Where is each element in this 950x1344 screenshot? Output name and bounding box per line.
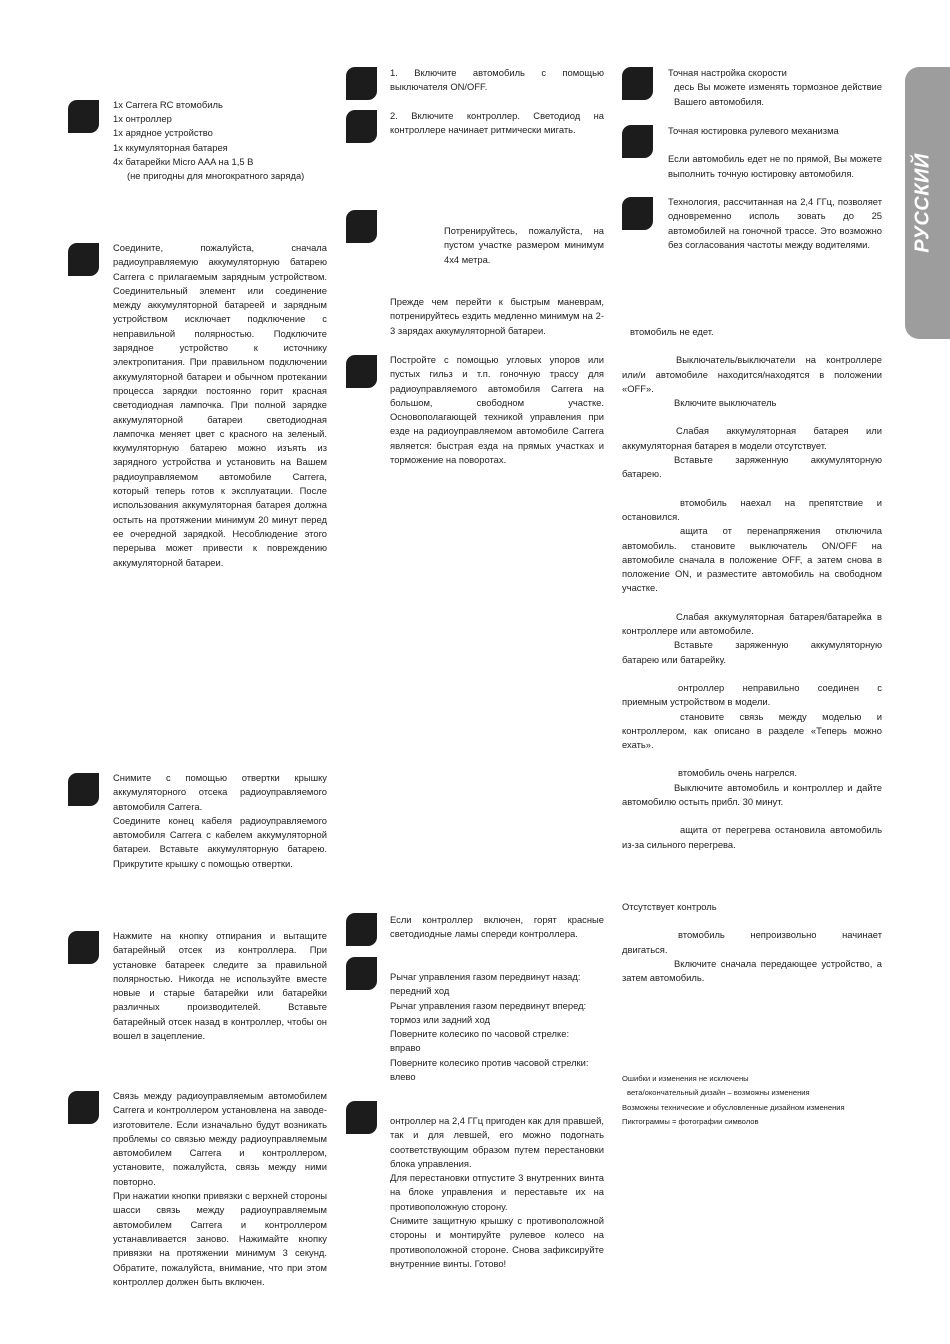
steering-text: Если автомобиль едет не по прямой, Вы можете выполнить точную юстировку автомобиля. <box>668 153 882 179</box>
disclaimer-line: Ошибки и изменения не исключены <box>622 1074 749 1083</box>
trouble-heading: Отсутствует контроль <box>622 901 717 912</box>
controls-line: влево <box>390 1071 416 1083</box>
badge-controls <box>346 957 377 990</box>
trouble-cause: втомобиль очень нагрелся. <box>678 767 797 779</box>
badge-kit <box>68 100 99 133</box>
start-step-1 <box>390 66 604 95</box>
badge-start-2 <box>346 110 377 143</box>
kit-item: 4x батарейки Micro AAA на 1,5 В <box>113 155 254 167</box>
speed-title: Точная настройка скорости <box>668 67 787 78</box>
controls-line: Рычаг управления газом передвинут вперед: <box>390 999 587 1011</box>
kit-item: 1x арядное устройство <box>113 127 213 139</box>
battery-controller-section <box>113 929 327 1043</box>
lefthand-text-1: онтроллер на 2,4 ГГц пригоден как для правшей, так и для левшей, его можно подогнать соответствующим образом путем перестановки блока управления. <box>390 1115 604 1169</box>
disclaimer-line: вета/окончательный дизайн – возможны изменения <box>627 1088 810 1098</box>
disclaimer-line: Возможны технические и обусловленные дизайном изменения <box>622 1102 845 1112</box>
kit-item-note: (не пригодны для многократного заряда) <box>127 170 305 182</box>
trouble-fix: Выключите автомобиль и контроллер и дайте автомобилю остыть прибл. 30 минут. <box>622 781 882 808</box>
controls-line: передний ход <box>390 985 450 997</box>
ghz-section <box>668 195 882 252</box>
trouble-fix: ащита от перенапряжения отключила автомобиль. становите выключатель ON/OFF на автомобиле сначала в положение OFF, а затем снова в положение ON, и разместите автомобиль на свободном участке. <box>622 525 882 594</box>
binding-text-2: При нажатии кнопки привязки с верхней стороны шасси связь между радиоуправляемым автомобилем Carrera и контроллером устанавливается заново. Нажимайте кнопку привязки на протяжении минимум 3 секунд. Обратите, пожалуйста, внимание, что при этом контроллер должен быть включен. <box>113 1190 327 1287</box>
trouble-cause: ащита от перегрева остановила автомобиль из-за сильного перегрева. <box>622 824 882 850</box>
trouble-cause: втомобиль непроизвольно начинает двигаться. <box>622 929 882 955</box>
practice-section <box>390 224 604 267</box>
badge-binding <box>68 1091 99 1124</box>
badge-controller-leds <box>346 913 377 946</box>
badge-lefthand <box>346 1101 377 1134</box>
badge-battery-car <box>68 773 99 806</box>
badge-ghz <box>622 197 653 230</box>
track-text: Постройте с помощью угловых упоров или пустых гильз и т.п. гоночную трассу для радиоуправляемого автомобиля Carrera на большом, свободном участке. Основополагающей техникой управления при езде на радиоуправляемом автомобиле Carrera является: быстрая езда на прямых участках и торможение на поворотах. <box>390 354 604 466</box>
start-step-2 <box>390 109 604 138</box>
trouble-cause: Слабая аккумуляторная батарея или аккумуляторная батарея в модели отсутствует. <box>622 425 882 451</box>
lefthand-section <box>390 1114 604 1271</box>
trouble-heading: втомобиль не едет. <box>630 326 714 337</box>
controls-line: Поверните колесико по часовой стрелке: <box>390 1028 570 1040</box>
speed-section <box>668 66 882 109</box>
battery-car-text-2: Соедините конец кабеля радиоуправляемого автомобиля Carrera с кабелем аккумуляторной батареи. Вставьте аккумуляторную батарею. Прикрутите крышку с помощью отвертки. <box>113 814 327 869</box>
disclaimer-line: Пиктограммы = фотографии символов <box>622 1116 759 1126</box>
badge-speed <box>622 67 653 100</box>
controls-line: Поверните колесико против часовой стрелки: <box>390 1056 589 1068</box>
language-tab-label: РУССКИЙ <box>911 153 934 253</box>
controller-leds-text: Если контроллер включен, горят красные светодиодные ламы спереди контроллера. <box>390 914 604 940</box>
kit-item: 1x Carrera RC втомобиль <box>113 99 223 110</box>
badge-practice <box>346 210 377 243</box>
badge-battery-controller <box>68 931 99 964</box>
badge-charging <box>68 243 99 276</box>
controls-line: вправо <box>390 1042 421 1054</box>
badge-start-1 <box>346 67 377 100</box>
steering-section <box>668 124 882 181</box>
lefthand-text-3: Снимите защитную крышку с противоположной стороны и монтируйте рулевое колесо на противоположной стороне. Снова зафиксируйте внутренние винты. Готово! <box>390 1215 604 1269</box>
language-tab <box>905 67 950 339</box>
troubleshooting-section <box>622 325 882 852</box>
no-control-section <box>622 900 882 985</box>
trouble-fix: становите связь между моделью и контроллером, как описано в разделе «Теперь можно ехать». <box>622 710 882 751</box>
controls-section <box>390 970 604 1084</box>
steering-title: Точная юстировка рулевого механизма <box>668 125 839 136</box>
start-step-2-text: 2. Включите контроллер. Светодиод на контроллере начинает ритмически мигать. <box>390 110 604 136</box>
battery-controller-text: Нажмите на кнопку отпирания и вытащите батарейный отсек из контроллера. При установке батареек следите за правильной полярностью. Никогда не используйте вместе новые и старые батарейки или батарейки различных производителей. Вставьте батарейный отсек назад в контроллер, чтобы он вошел в зацепление. <box>113 930 327 1042</box>
trouble-fix: Включите сначала передающее устройство, а затем автомобиль. <box>622 957 882 984</box>
binding-text-1: Связь между радиоуправляемым автомобилем Carrera и контроллером установлена на заводе-изготовителе. Если изначально будут возникать проблемы со связью между радиоуправляемым автомобилем Carrera и контроллером, установите, пожалуйста, связь между ними повторно. <box>113 1090 327 1187</box>
trouble-fix: Вставьте заряженную аккумуляторную батарею или батарейку. <box>622 639 882 665</box>
trouble-cause: втомобиль наехал на препятствие и остановился. <box>622 496 882 522</box>
kit-list <box>113 98 327 183</box>
lefthand-text-2: Для перестановки отпустите 3 внутренних винта на блоке управления и переставьте их на противоположную сторону. <box>390 1172 604 1212</box>
kit-item: 1x ккумуляторная батарея <box>113 141 228 153</box>
trouble-cause: Слабая аккумуляторная батарея/батарейка в контроллере или автомобиле. <box>622 610 882 637</box>
binding-section <box>113 1089 327 1289</box>
controls-line: Рычаг управления газом передвинут назад: <box>390 971 581 982</box>
badge-track <box>346 355 377 388</box>
track-section <box>390 353 604 467</box>
badge-steering <box>622 125 653 158</box>
ghz-text: Технология, рассчитанная на 2,4 ГГц, позволяет одновременно исполь зовать до 25 автомобилей на гоночной трассе. Это возможно без согласования частоты между водителями. <box>668 196 882 250</box>
controls-line: тормоз или задний ход <box>390 1013 490 1025</box>
trouble-cause: онтроллер неправильно соединен с приемным устройством в модели. <box>622 681 882 708</box>
battery-car-text-1: Снимите с помощью отвертки крышку аккумуляторного отсека радиоуправляемого автомобиля Carrera. <box>113 772 327 812</box>
practice-text-b: Прежде чем перейти к быстрым маневрам, потренируйтесь ездить медленно минимум на 2-3 зарядах аккумуляторной батареи. <box>390 296 604 336</box>
kit-item: 1x онтроллер <box>113 113 172 125</box>
charging-text: Соедините, пожалуйста, сначала радиоуправляемую аккумуляторную батарею Carrera с прилагаемым зарядным устройством. Соединительный элемент или соединение между аккумуляторной батареей и зарядным устройством исключает подключение с неправильной полярностью. Подключите зарядное устройство к источнику электропитания. При правильном подключении аккумуляторной батареи и обычном протекании процесса зарядки постоянно горит красная светодиодная лампочка. При полной зарядке аккумуляторной батареи светодиодная лампочка меняет цвет с красного на зеленый. ккумуляторную батарею можно изъять из зарядного устройства и установить на Вашем радиоуправляемом автомобиле Carrera, который теперь готов к эксплуатации. После использования аккумуляторная батарея должна остыть на протяжении минимум 20 минут перед ее очередной зарядкой. Несоблюдение этого перерыва может привести к повреждению аккумуляторной батареи. <box>113 242 327 568</box>
controller-leds-section <box>390 913 604 942</box>
practice-text-a: Потренируйтесь, пожалуйста, на пустом участке размером минимум 4x4 метра. <box>444 225 604 265</box>
trouble-fix: Включите выключатель <box>674 397 777 409</box>
start-step-1-text: 1. Включите автомобиль с помощью выключателя ON/OFF. <box>390 67 604 93</box>
trouble-fix: Вставьте заряженную аккумуляторную батарею. <box>622 454 882 480</box>
speed-text: десь Вы можете изменять тормозное действие Вашего автомобиля. <box>674 81 882 107</box>
battery-car-section <box>113 771 327 871</box>
charging-section <box>113 241 327 570</box>
trouble-cause: Выключатель/выключатели на контроллере или/и автомобиле находится/находятся в положении «OFF». <box>622 354 882 394</box>
disclaimer <box>622 1072 882 1129</box>
practice-section-b <box>390 295 604 338</box>
